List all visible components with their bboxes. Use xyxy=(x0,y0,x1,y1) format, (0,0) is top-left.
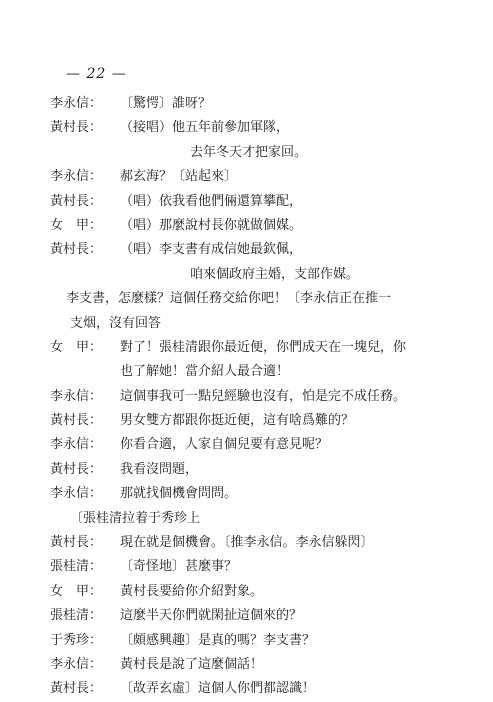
script-line xyxy=(0,507,493,531)
script-line xyxy=(0,629,493,653)
script-line xyxy=(0,263,493,287)
dialogue-text: 支烟，沒有回答 xyxy=(70,315,162,331)
dialogue-text: 黃村長是說了這麼個話！ xyxy=(120,656,264,672)
dialogue-text: 〔奇怪地〕甚麼事？ xyxy=(120,559,238,575)
speaker-label: 張桂清： xyxy=(50,559,103,575)
speaker-label: 黃村長： xyxy=(50,461,103,477)
script-line xyxy=(0,433,493,457)
script-line xyxy=(0,580,493,604)
dialogue-text: 也了解她！當介紹人最合適！ xyxy=(120,364,290,380)
dialogue-text: （唱）依我看他們倆還算攀配， xyxy=(120,193,303,209)
speaker-label: 李永信： xyxy=(50,169,103,185)
speaker-label: 黃村長： xyxy=(50,242,103,258)
speaker-label: 李永信： xyxy=(50,437,103,453)
script-line xyxy=(0,336,493,360)
speaker-label: 黃村長： xyxy=(50,120,103,136)
speaker-label: 李永信： xyxy=(50,486,103,502)
dialogue-text: 那就找個機會問問。 xyxy=(120,486,238,502)
speaker-label: 黃村長： xyxy=(50,681,103,697)
dialogue-text: 去年冬天才把家回。 xyxy=(190,144,308,160)
dialogue-text: 你看合適，人家自個兒要有意見呢？ xyxy=(120,437,329,453)
dialogue-text: 〔張桂清拉着于秀珍上 xyxy=(70,510,201,526)
speaker-label: 女 甲： xyxy=(50,217,103,233)
script-line xyxy=(0,116,493,140)
speaker-label: 女 甲： xyxy=(50,339,103,355)
speaker-label: 李永信： xyxy=(50,656,103,672)
dialogue-text: 這麼半天你們就閑扯這個來的？ xyxy=(120,608,303,624)
script-line xyxy=(0,555,493,579)
page-number: — 22 — xyxy=(66,66,127,82)
dialogue-text: 咱來個政府主婚，支部作媒。 xyxy=(190,266,360,282)
script-line xyxy=(0,653,493,677)
speaker-label: 李永信： xyxy=(50,388,103,404)
dialogue-text: 對了！張桂清跟你最近便，你們成天在一塊兒，你 xyxy=(120,339,407,355)
script-line xyxy=(0,458,493,482)
dialogue-text: 黃村長要給你介紹對象。 xyxy=(120,583,264,599)
script-line xyxy=(0,165,493,189)
speaker-label: 于秀珍： xyxy=(50,632,103,648)
speaker-label: 黃村長： xyxy=(50,535,103,551)
script-line xyxy=(0,287,493,311)
dialogue-text: 我看沒問題， xyxy=(120,461,199,477)
dialogue-text: 郝玄海？〔站起來〕 xyxy=(120,169,238,185)
dialogue-text: 〔驚愕〕誰呀？ xyxy=(120,96,212,111)
dialogue-text: 李支書，怎麼樣？這個任務交給你吧！〔李永信正在推一 xyxy=(66,291,392,307)
script-line xyxy=(0,360,493,384)
dialogue-text: （唱）李支書有成信她最欽佩， xyxy=(120,242,303,258)
dialogue-text: 現在就是個機會。〔推李永信。李永信躲閃〕 xyxy=(120,535,374,551)
speaker-label: 張桂清： xyxy=(50,608,103,624)
dialogue-text: 男女雙方都跟你挺近便，這有啥爲難的？ xyxy=(120,413,355,429)
dialogue-text: 這個事我可一點兒經驗也沒有，怕是完不成任務。 xyxy=(120,388,407,404)
dialogue-text: （接唱）他五年前參加軍隊， xyxy=(120,120,290,136)
script-line xyxy=(0,190,493,214)
script-line xyxy=(0,238,493,262)
dialogue-text: 〔頗感興趣〕是真的嗎？李支書？ xyxy=(120,632,316,648)
speaker-label: 黃村長： xyxy=(50,413,103,429)
script-line xyxy=(0,92,493,116)
speaker-label: 女 甲： xyxy=(50,583,103,599)
dialogue-text: 〔故弄玄虛〕這個人你們都認識！ xyxy=(120,681,316,697)
dialogue-text: （唱）那麼說村長你就做個媒。 xyxy=(120,217,303,233)
script-line xyxy=(0,141,493,165)
speaker-label: 黃村長： xyxy=(50,193,103,209)
script-line xyxy=(0,214,493,238)
script-line xyxy=(0,531,493,555)
script-line xyxy=(0,482,493,506)
speaker-label: 李永信： xyxy=(50,96,103,111)
script-line xyxy=(0,312,493,336)
script-line xyxy=(0,409,493,433)
play-script xyxy=(0,92,493,702)
script-line xyxy=(0,604,493,628)
script-line xyxy=(0,385,493,409)
